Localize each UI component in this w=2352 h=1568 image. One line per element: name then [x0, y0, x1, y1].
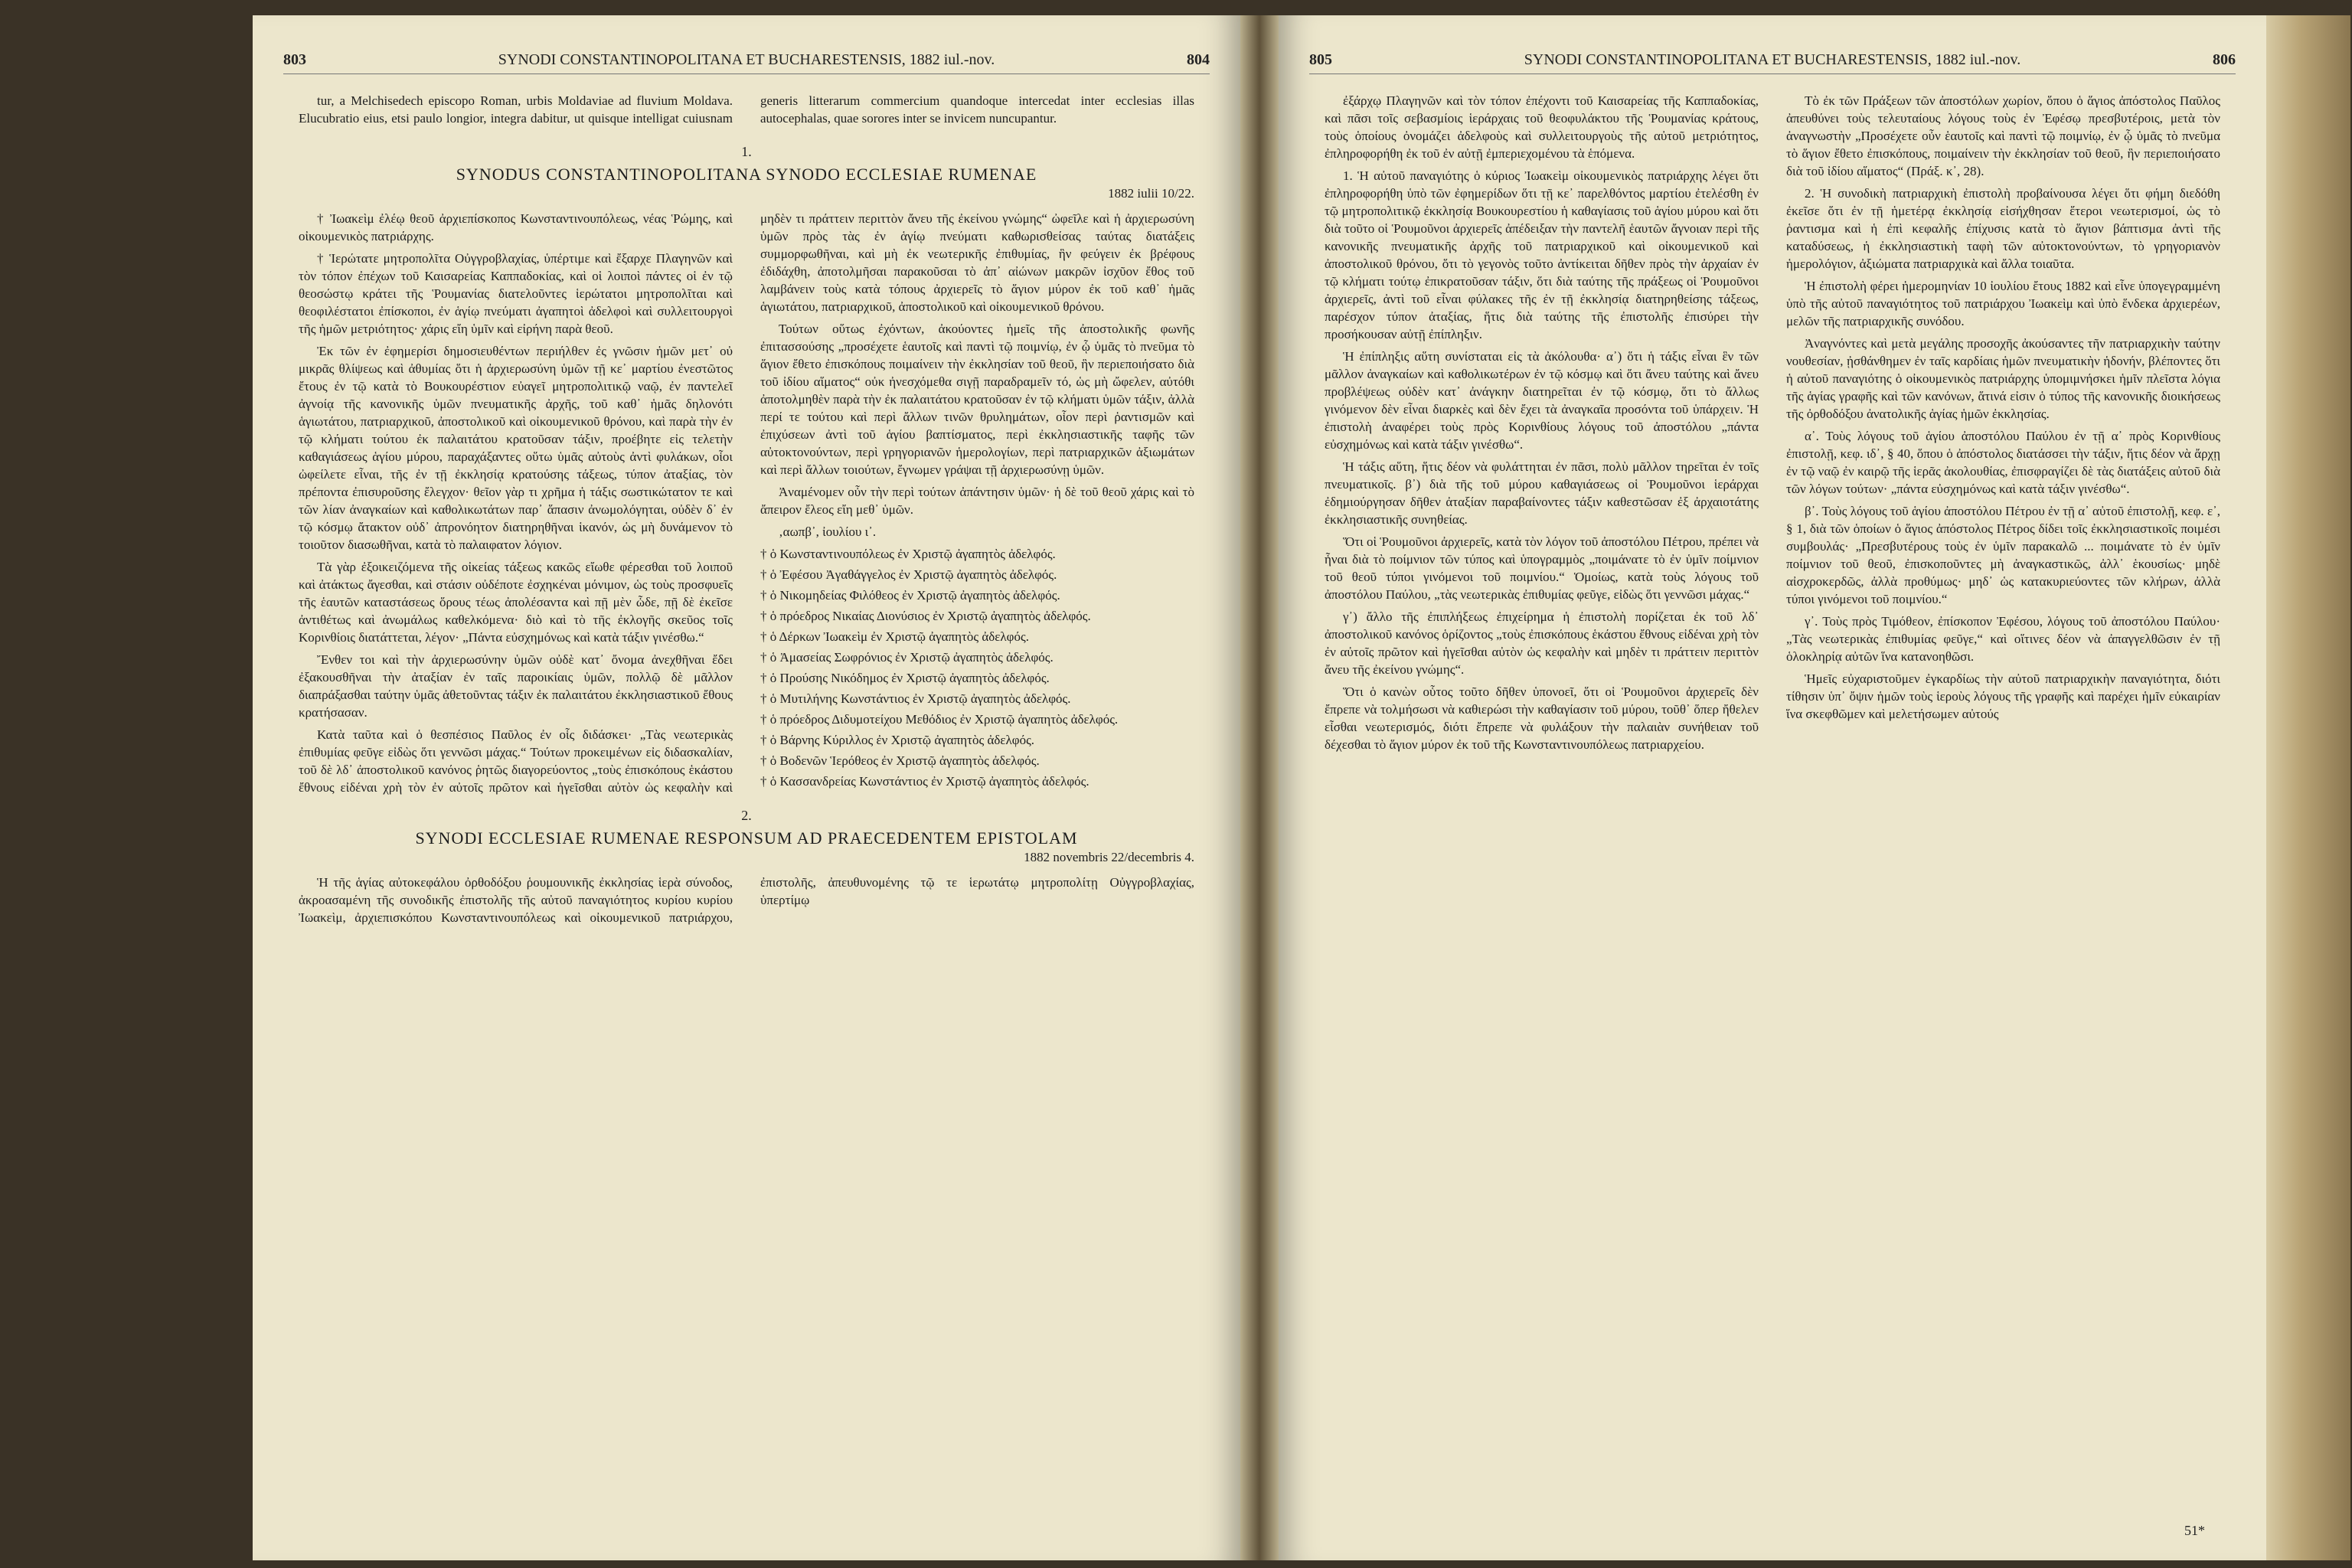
paragraph: ἐξάρχῳ Πλαγηνῶν καὶ τὸν τόπον ἐπέχοντι τοῦ Καισαρείας τῆς Καππαδοκίας, καὶ πᾶσι τοῖς σεβασμίοις ἱεράρχαις τοῦ θεοφυλάκτου τῆς Ῥουμανίας κράτους, τοὺς ὁποίους ὀνομάζει ἀδελφοὺς καὶ συλλειτουργοὺς τῆς αὐτοῦ μετριότητος, ἐπληροφορήθη ἐκ τοῦ ἐν αὐτῇ ἐμπεριεχομένου τὰ ἑπόμενα. [1325, 93, 1759, 161]
page-number: 804 [1186, 51, 1210, 68]
paragraph: Ἡμεῖς εὐχαριστοῦμεν ἐγκαρδίως τὴν αὐτοῦ πατριαρχικὴν παναγιότητα, διότι τίθησιν ὑπ᾽ ὄψιν ἡμῶν τοὺς ἱεροὺς λόγους τῆς γραφῆς καὶ παρέχει ἡμῖν εὐκαιρίαν ἵνα σκεφθῶμεν καὶ μελετήσωμεν αὐτούς [1786, 671, 2220, 721]
paragraph: Ἐκ τῶν ἐν ἐφημερίσι δημοσιευθέντων περιήλθεν ἐς γνῶσιν ἡμῶν μετ᾽ οὐ μικρᾶς θλίψεως καὶ ἀθυμίας ὅτι ἡ ἀρχιερωσύνη ὑμῶν τῇ κε᾽ μαρτίου ἐνεστῶτος ἔτους ἐν τῷ κατὰ τὸ Βουκουρέστιον εὐαγεῖ μητροπολιτικῷ ναῷ, ἐν παντελεῖ ἀγνοίᾳ τῆς κανονικῆς ὑμῶν πνευματικῆς ἀρχῆς, τοῦ καθ᾽ ἡμᾶς δηλονότι ἁγιωτάτου, πατριαρχικοῦ, ἀποστολικοῦ καὶ οἰκουμενικοῦ θρόνου, καὶ παρὰ τὴν ἐν τῷ κλήματι τούτου ἐκ παλαιτάτου κρατοῦσαν τάξιν, προέβητε εἰς τελετὴν καθαγιάσεως ἁγίου μύρου, παραχάξαντες οὕτω ὑμᾶς αὐτοὺς ἀντὶ φυλάκων, οἷοι ὠφείλετε εἶναι, τῆς ἐν τῇ ἐκκλησίᾳ κρατούσης τάξεως, τύπον ἀταξίας, τὸν πρέποντα ἐπισυροῦσης ἔλεγχον· θεῖον γὰρ τι χρῆμα ἡ τάξις σωστικώτατον τε καὶ τῶν λίαν ἀναγκαίων καὶ καθολικωτάτων παρ᾽ ἅπασιν ἀνωμολόγηται, οὐδὲν δ᾽ ἐν τῷ κόσμῳ ἄτακτον οὐδ᾽ ἀπρονόητον διατηρηθῆναι ἱκανόν, ὡς μὴ δυνάμενον τὸ τοιοῦτον διασωθῆναι, κατὰ τὸ παλαιφατον λόγιον. [299, 344, 733, 552]
paragraph: 1. Ἡ αὐτοῦ παναγιότης ὁ κύριος Ἰωακεὶμ οἰκουμενικὸς πατριάρχης λέγει ὅτι ἐπληροφορήθη ὑπὸ τῶν ἐφημερίδων ὅτι τῇ κε᾽ παρελθόντος μαρτίου ἐτελέσθη ἐν τῷ μητροπολιτικῷ ἐκκλησίᾳ Βουκουρεστίου ἡ καθαγίασις τοῦ ἁγίου μύρου καὶ ὅτι διὰ τοῦτο οἱ Ῥουμοῦνοι ἀρχιερεῖς ἀπέδειξαν τὴν παντελῆ ἑαυτῶν ἄγνοιαν περὶ τῆς κανονικῆς πνευματικῆς ἀρχῆς τοῦ πατριαρχικοῦ καὶ οἰκουμενικοῦ καὶ ἀποστολικοῦ θρόνου, ὅτι τὸ γεγονὸς τοῦτο ἀντίκειται δῆθεν πρὸς τὴν ἀρχαίαν ἐν τῷ κλήματι τούτῳ ἐπικρατοῦσαν τάξιν, ὅτι διὰ ταύτης τῆς πράξεως οἱ Ῥουμοῦνοι ἀρχιερεῖς, ἀντὶ τοῦ εἶναι φύλακες τῆς ἐν τῇ ἐκκλησίᾳ διατηρηθείσης τάξεως, παρέσχον τύπον ἀταξίας, ἥτις διὰ ταύτης τῆς ἐπιστολῆς ἐπισύρει τὴν προσήκουσαν αὐτῇ ἐπίπληξιν. [1325, 168, 1759, 341]
intro-paragraph [299, 92, 1194, 129]
right-page [1279, 15, 2266, 1560]
paragraph: Ἀναμένομεν οὖν τὴν περὶ τούτων ἀπάντησιν ὑμῶν· ἡ δὲ τοῦ θεοῦ χάρις καὶ τὸ ἄπειρον ἔλεος εἴη μεθ᾽ ὑμῶν. [760, 485, 1194, 517]
signature-mark: 51* [2184, 1523, 2205, 1538]
paragraph: † Ἰωακεὶμ ἐλέῳ θεοῦ ἀρχιεπίσκοπος Κωνσταντινουπόλεως, νέας Ῥώμης, καὶ οἰκουμενικὸς πατριάρχης. [299, 211, 733, 243]
running-title: SYNODI CONSTANTINOPOLITANA ET BUCHARESTENSIS, 1882 iul.-nov. [498, 51, 995, 68]
paragraph: Τὰ γὰρ ἐξοικειζόμενα τῆς οἰκείας τάξεως κακῶς εἴωθε φέρεσθαι τοῦ λοιποῦ καὶ ἀτάκτως ἄγεσθαι, καὶ στάσιν οὐδέποτε ἐσχηκέναι μόνιμον, ὡς τοὺς προσφυεῖς τῆς ἑαυτῶν καταστάσεως ὅρους τέως ἀπολέσαντα καὶ πῇ μὲν ὧδε, πῇ δὲ ἐκεῖσε ἀντιθέτως καὶ ἀνωμάλως καθελκόμενα· διὸ καὶ τὸ τῆς ἐκλογῆς σκεῦος τοῖς Κορινθίοις διατάττεται, λέγον· „Πάντα εὐσχημόνως καὶ κατὰ τάξιν γινέσθω.“ [299, 560, 733, 645]
section-title: SYNODI ECCLESIAE RUMENAE RESPONSUM AD PRAECEDENTEM EPISTOLAM [415, 828, 1078, 848]
page-number: 803 [283, 51, 306, 68]
left-page-content [299, 92, 1194, 1530]
signature-line: † ὁ Προύσης Νικόδημος ἐν Χριστῷ ἀγαπητὸς ἀδελφός. [760, 671, 1050, 685]
paragraph: Ἡ τάξις αὕτη, ἥτις δέον νὰ φυλάττηται ἐν πᾶσι, πολὺ μᾶλλον τηρεῖται ἐν τοῖς πνευματικοῖς. β᾽) διὰ τῆς τοῦ μύρου καθαγιάσεως οἱ Ῥουμοῦνοι ἱεράρχαι ἐδημιούργησαν δῆθεν ἀταξίαν παραβαίνοντες τάξιν καθεστῶσαν ἐξ ἀρχαιοτάτης ἐκκλησιαστικῆς συνηθείας. [1325, 459, 1759, 527]
running-title: SYNODI CONSTANTINOPOLITANA ET BUCHARESTENSIS, 1882 iul.-nov. [1524, 51, 2021, 68]
section-date: 1882 novembris 22/decembris 4. [1024, 850, 1194, 864]
book-page-edges [2266, 15, 2350, 1560]
signature-line: † ὁ πρόεδρος Διδυμοτείχου Μεθόδιος ἐν Χριστῷ ἀγαπητὸς ἀδελφός. [760, 712, 1119, 727]
response-body-continued [1325, 92, 2220, 753]
left-page [253, 15, 1240, 1560]
paragraph: Ὅτι ὁ κανὼν οὗτος τοῦτο δῆθεν ὑπονοεῖ, ὅτι οἱ Ῥουμοῦνοι ἀρχιερεῖς δὲν ἔπρεπε νὰ τολμήσωσι νὰ καθιερώσι τὴν καθαγίασιν τοῦ μύρου, τοῦθ᾽ ὅπερ ἤθελεν εἶσθαι νεωτερισμός, διότι ἔπρεπε νὰ φυλάξουν τὴν παλαιὰν συνήθειαν τοῦ δέχεσθαι τὸ ἅγιον μύρον ἐκ τοῦ τῆς Κωνσταντινουπόλεως πατριαρχείου. [1325, 684, 1759, 752]
paragraph: α᾽. Τοὺς λόγους τοῦ ἁγίου ἀποστόλου Παύλου ἐν τῇ α᾽ πρὸς Κορινθίους ἐπιστολῇ, κεφ. ιδ᾽, § 40, ὅπου ὁ ἀπόστολος διατάσσει τὴν τάξιν, ἥτις δέον νὰ ἄρχῃ ἐν τῷ ναῷ ἐν καιρῷ τῆς ἱερᾶς ἀκολουθίας, ἐπισφραγίζει δὲ τὰς διατάξεις αὐτοῦ διὰ τῶν λόγων τούτων· „πάντα εὐσχημόνως καὶ κατὰ τάξιν γινέσθω“. [1786, 429, 2220, 496]
right-page-content [1325, 92, 2220, 1530]
intro-text: tur, a Melchisedech episcopo Roman, urbis Moldaviae ad fluvium Moldava. Elucubratio eius, etsi paulo longior, integra dabitur, ut quisque intelligat cuiusnam generis litterarum commercium quandoque intercedat inter ecclesias illas autocephalas, quae sorores inter se invicem nuncupantur. [299, 93, 1194, 126]
section-number: 1. [741, 144, 752, 159]
signature-line: † ὁ πρόεδρος Νικαίας Διονύσιος ἐν Χριστῷ ἀγαπητὸς ἀδελφός. [760, 609, 1091, 623]
signature-line: † ὁ Μυτιλήνης Κωνστάντιος ἐν Χριστῷ ἀγαπητὸς ἀδελφός. [760, 691, 1071, 706]
paragraph: Τούτων οὕτως ἐχόντων, ἀκούοντες ἡμεῖς τῆς ἀποστολικῆς φωνῆς ἐπιτασσούσης „προσέχετε ἑαυτοῖς καὶ παντὶ τῷ ποιμνίῳ, ἐν ᾧ ὑμᾶς τὸ πνεῦμα τὸ ἅγιον ἔθετο ἐπισκόπους ποιμαίνειν τὴν ἐκκλησίαν τοῦ θεοῦ, ἣν περιεποιήσατο διὰ τοῦ ἰδίου αἵματος“ οὐκ ἠνεσχόμεθα σιγῇ παραδραμεῖν τό, ὡς μὴ ὤφελεν, αὐτόθι ἀποτολμηθὲν παρὰ τὴν ἐκ παλαιτάτου κρατοῦσαν ἐν τῷ κλήματι ὑμῶν τάξιν, ἀλλὰ περί τε τούτου καὶ περὶ ἄλλων τινῶν θρυλημάτων, οἷον περὶ ῥαντισμῶν καὶ ἐπιχύσεων ἀντὶ τοῦ ἁγίου βαπτίσματος, περὶ ἐκκλησιαστικῆς ταφῆς τῶν αὐτοκτονούντων, περὶ γρηγοριανῶν ἡμερολογίων, περὶ πατριαρχικῶν ἀξιωμάτων καὶ περὶ ἄλλων τοιούτων, ἔγνωμεν γράψαι τῇ ἀρχιερωσύνῃ ὑμῶν. [760, 322, 1194, 477]
signature-line: † ὁ Νικομηδείας Φιλόθεος ἐν Χριστῷ ἀγαπητὸς ἀδελφός. [760, 588, 1060, 603]
paragraph: Ὅτι οἱ Ῥουμοῦνοι ἀρχιερεῖς, κατὰ τὸν λόγον τοῦ ἀποστόλου Πέτρου, πρέπει νὰ ἦναι διὰ τὸ ποίμνιον τῶν τύπος καὶ ὑπογραμμὸς „ποιμάνατε τὸ ἐν ὑμῖν ποίμνιον τοῦ θεοῦ τύποι γινόμενοι τοῦ ποιμνίου.“ Ὁμοίως, κατὰ τοὺς λόγους τοῦ ἀποστόλου Παύλου, „τὰς νεωτερικὰς ἐπιθυμίας φεῦγε, εἰδὼς ὅτι γεννῶσι μάχας.“ [1325, 534, 1759, 602]
signature-line: † ὁ Κωνσταντινουπόλεως ἐν Χριστῷ ἀγαπητὸς ἀδελφός. [760, 547, 1056, 561]
paragraph: Κατὰ ταῦτα καὶ ὁ θεσπέσιος Παῦλος ἐν οἷς διδάσκει· „Τὰς νεωτερικὰς ἐπιθυμίας φεῦγε εἰδὼς ὅτι γεννῶσι μάχας.“ Τούτων προκειμένων εἰς διδασκαλίαν, τοῦ δὲ λδ᾽ ἀποστολικοῦ κανόνος ῥητῶς διαγορεύοντος „τοὺς ἐπισκόπους ἑκάστου ἔθνους εἰδέναι χρὴ τὸν ἐν αὐτοῖς πρῶτον καὶ ἡγεῖσθαι αὐτὸν ὡς κεφαλὴν καὶ μηδὲν τι πράττειν περιττὸν ἄνευ τῆς ἐκείνου γνώμης“ ὠφεῖλε καὶ ἡ ἀρχιερωσύνη ὑμῶν πρὸς τὰς ἐν ἁγίῳ πνεύματι καθωρισθείσας ταύτας διατάξεις συμμορφωθῆναι, καὶ μὴ ἐκ νεωτερικῆς ἐπιθυμίας, ἣν φεύγειν ἐκ βρέφους ἐδιδάχθη, ἀποτολμῆσαι παρακοῦσαι τὸ ἀπ᾽ αἰώνων μακρῶν ἰσχῦον ἔθος τοῦ λαμβάνειν τοὺς κατὰ τόπους ἀρχιερεῖς τὸ ἅγιον μύρον ἐκ τοῦ καθ᾽ ἡμᾶς ἁγιωτάτου, πατριαρχικοῦ, ἀποστολικοῦ καὶ οἰκουμενικοῦ θρόνου. [299, 211, 1194, 795]
signature-line: † ὁ Δέρκων Ἰωακεὶμ ἐν Χριστῷ ἀγαπητὸς ἀδελφός. [760, 629, 1029, 644]
response-body [299, 874, 1194, 926]
paragraph: Ἡ ἐπίπληξις αὕτη συνίσταται εἰς τὰ ἀκόλουθα· α᾽) ὅτι ἡ τάξις εἶναι ἓν τῶν μᾶλλον ἀναγκαίων καὶ καθολικωτέρων ἐν τῷ κόσμῳ καὶ ὅτι ἄνευ ταύτης καὶ ἄνευ προβλέψεως οὐδὲν κατ᾽ ἀνάγκην διατηρεῖται ἐν τῷ κόσμῳ, ὅτι τὸ ἄλλως γινόμενον δὲν εἶναι διαρκὲς καὶ δὲν ἔχει τὰ ἀναγκαῖα προσόντα τοῦ ὑπάρχειν. Ἡ ἐπιστολὴ ἀναφέρει τοὺς πρὸς Κορινθίους λόγους τοῦ ἀποστόλου „πάντα εὐσχημόνως καὶ κατὰ τάξιν γινέσθω“. [1325, 349, 1759, 452]
signature-line: † ὁ Βοδενῶν Ἱερόθεος ἐν Χριστῷ ἀγαπητὸς ἀδελφός. [760, 753, 1040, 768]
paragraph: ‚αωπβ᾽, ἰουλίου ι᾽. [779, 524, 877, 539]
page-number: 805 [1309, 51, 1332, 68]
paragraph: Ἡ τῆς ἁγίας αὐτοκεφάλου ὀρθοδόξου ῥουμουνικῆς ἐκκλησίας ἱερὰ σύνοδος, ἀκροασαμένη τῆς συνοδικῆς ἐπιστολῆς τῆς αὐτοῦ παναγιότητος κυρίου κυρίου Ἰωακεὶμ, ἀρχιεπισκόπου Κωνσταντινουπόλεως καὶ οἰκουμενικοῦ πατριάρχου, ἐπιστολῆς, ἀπευθυνομένης τῷ τε ἱερωτάτῳ μητροπολίτῃ Οὐγγροβλαχίας, ὑπερτίμῳ [299, 875, 1194, 925]
section-title: SYNODUS CONSTANTINOPOLITANA SYNODO ECCLESIAE RUMENAE [456, 165, 1037, 184]
section-number: 2. [741, 808, 752, 823]
paragraph: Ἀναγνόντες καὶ μετὰ μεγάλης προσοχῆς ἀκούσαντες τῆν πατριαρχικὴν ταύτην νουθεσίαν, ᾐσθάνθημεν ἐν ταῖς καρδίαις ἡμῶν πνευματικὴν ἡδονήν, βλέποντες ὅτι ἡ αὐτοῦ παναγιότης ὁ οἰκουμενικὸς πατριάρχης ὑπομιμνήσκει ἡμῖν πλεῖστα λόγια τῆς ἁγίας γραφῆς καὶ τῶν κανόνων, ἅτινά εἰσιν ὁ τύπος τῆς κανονικῆς διοικήσεως τῆς ὀρθοδόξου ἀνατολικῆς ἁγίας ἡμῶν ἐκκλησίας. [1786, 336, 2220, 421]
book-spread [253, 15, 2266, 1560]
paragraph: 2. Ἡ συνοδικὴ πατριαρχικὴ ἐπιστολὴ προβαίνουσα λέγει ὅτι φήμη διεδόθη ἐκεῖσε ὅτι ἐν τῇ ἡμετέρᾳ ἐκκλησίᾳ εἰσήχθησαν ἕτεροι νεωτερισμοί, ὡς τὸ ῥαντισμα καὶ ἡ ἐπὶ κεφαλῆς ἐπίχυσις κατὰ τὸ ἅγιον βάπτισμα ἀντὶ τῆς καταδύσεως, ἡ ἐκκλησιαστικὴ ταφὴ τῶν αὐτοκτονούντων, τὸ γρηγοριανὸν ἡμερολόγιον, ἀξιώματα πατριαρχικὰ καὶ ἄλλα τοιαῦτα. [1786, 186, 2220, 271]
paragraph: Ἔνθεν τοι καὶ τὴν ἀρχιερωσύνην ὑμῶν οὐδὲ κατ᾽ ὄνομα ἀνεχθῆναι ἔδει ἐξακουσθῆναι τὴν ἀταξίαν ἐν ταῖς παροικίαις ὑμῶν, πολλῷ δὲ μᾶλλον διαπράξασθαι ταύτην ὑμᾶς ἀθετοῦντας τάξιν ἐκ παλαιτάτου ἐκκλησιαστικοῦ ἔθους κρατήσασαν. [299, 652, 733, 720]
paragraph: † Ἱερώτατε μητροπολῖτα Οὐγγροβλαχίας, ὑπέρτιμε καὶ ἔξαρχε Πλαγηνῶν καὶ τὸν τόπον ἐπέχων τοῦ Καισαρείας Καππαδοκίας, καὶ οἱ λοιποὶ πάντες οἱ ἐν τῷ θεοσώστῳ κράτει τῆς Ῥουμανίας διατελοῦντες ἱερώτατοι μητροπολῖται καὶ θεοφιλέστατοι ἐπίσκοποι, ἐν ἁγίῳ πνεύματι ἀγαπητοὶ ἀδελφοὶ καὶ συλλειτουργοὶ τῆς ἡμῶν μετριότητος· χάρις εἴη ὑμῖν καὶ εἰρήνη παρὰ θεοῦ. [299, 251, 733, 336]
running-header-right [1309, 46, 2236, 74]
book-gutter [1240, 15, 1279, 1560]
signature-line: † ὁ Βάρνης Κύριλλος ἐν Χριστῷ ἀγαπητὸς ἀδελφός. [760, 733, 1035, 747]
page-number: 806 [2212, 51, 2236, 68]
paragraph: β᾽. Τοὺς λόγους τοῦ ἁγίου ἀποστόλου Πέτρου ἐν τῇ α᾽ αὐτοῦ ἐπιστολῇ, κεφ. ε᾽, § 1, διὰ τῶν ὁποίων ὁ ἅγιος ἀπόστολος Πέτρος δίδει τοῖς ἐκκλησιαστικοῖς ποιμέσι συμβουλάς· „Πρεσβυτέρους τοὺς ἐν ὑμῖν παρακαλῶ ... ποιμάνατε τὸ ἐν ὑμῖν ποίμνιον τοῦ θεοῦ, ἐπισκοποῦντες μὴ ἀναγκαστικῶς, ἀλλ᾽ ἑκουσίως· μηδὲ αἰσχροκερδῶς, ἀλλὰ προθύμως· μηδ᾽ ὡς κατακυριεύοντες τῶν κλήρων, ἀλλὰ τύποι γινόμενοι τοῦ ποιμνίου.“ [1786, 504, 2220, 606]
running-header-left [283, 46, 1210, 74]
paragraph: γ᾽. Τοὺς πρὸς Τιμόθεον, ἐπίσκοπον Ἐφέσου, λόγους τοῦ ἀποστόλου Παύλου· „Τὰς νεωτερικὰς ἐπιθυμίας φεῦγε,“ καὶ οἵτινες δέον νὰ ἀπαγγελθῶσιν ἐν τῇ ὁλοκληρίᾳ αὐτῶν ἵνα κατανοηθῶσι. [1786, 614, 2220, 664]
signature-line: † ὁ Ἐφέσου Ἀγαθάγγελος ἐν Χριστῷ ἀγαπητὸς ἀδελφός. [760, 567, 1057, 582]
paragraph: Ἡ ἐπιστολὴ φέρει ἡμερομηνίαν 10 ἰουλίου ἔτους 1882 καὶ εἶνε ὑπογεγραμμένη ὑπὸ τῆς αὐτοῦ παναγιότητος τοῦ πατριάρχου Ἰωακεὶμ καὶ ὑπὸ ἕνδεκα ἀρχιερέων, μελῶν τῆς πατριαρχικῆς συνόδου. [1786, 279, 2220, 328]
section-date: 1882 iulii 10/22. [1108, 186, 1194, 201]
paragraph: γ᾽) ἄλλο τῆς ἐπιπλήξεως ἐπιχείρημα ἡ ἐπιστολὴ πορίζεται ἐκ τοῦ λδ᾽ ἀποστολικοῦ κανόνος ὁρίζοντος „τοὺς ἐπισκόπους ἑκάστου ἔθνους εἰδέναι χρὴ τὸν ἐν αὐτοῖς πρῶτον καὶ ἡγεῖσθαι αὐτὸν ὡς κεφαλὴν καὶ μηδὲν τι πράττειν περιττὸν ἄνευ τῆς ἐκείνου γνώμης“. [1325, 609, 1759, 677]
signature-line: † ὁ Κασσανδρείας Κωνστάντιος ἐν Χριστῷ ἀγαπητὸς ἀδελφός. [760, 774, 1089, 789]
paragraph: Τὸ ἐκ τῶν Πράξεων τῶν ἀποστόλων χωρίον, ὅπου ὁ ἅγιος ἀπόστολος Παῦλος ἀπευθύνει τοὺς τελευταίους λόγους τοὺς ἐν Ἐφέσῳ πρεσβυτέροις, μετὰ τὸν ἀναγνωστὴν „Προσέχετε οὖν ἑαυτοῖς καὶ παντὶ τῷ ποιμνίῳ, ἐν ᾧ ὑμᾶς τὸ πνεῦμα τὸ ἅγιον ἔθετο ἐπισκόπους, ποιμαίνειν τὴν ἐκκλησίαν τοῦ θεοῦ, ἣν περιεποιήσατο διὰ τοῦ ἰδίου αἵματος“ (Πράξ. κ᾽, 28). [1786, 93, 2220, 178]
letter-body [299, 210, 1194, 796]
signature-line: † ὁ Ἀμασείας Σωφρόνιος ἐν Χριστῷ ἀγαπητὸς ἀδελφός. [760, 650, 1054, 665]
